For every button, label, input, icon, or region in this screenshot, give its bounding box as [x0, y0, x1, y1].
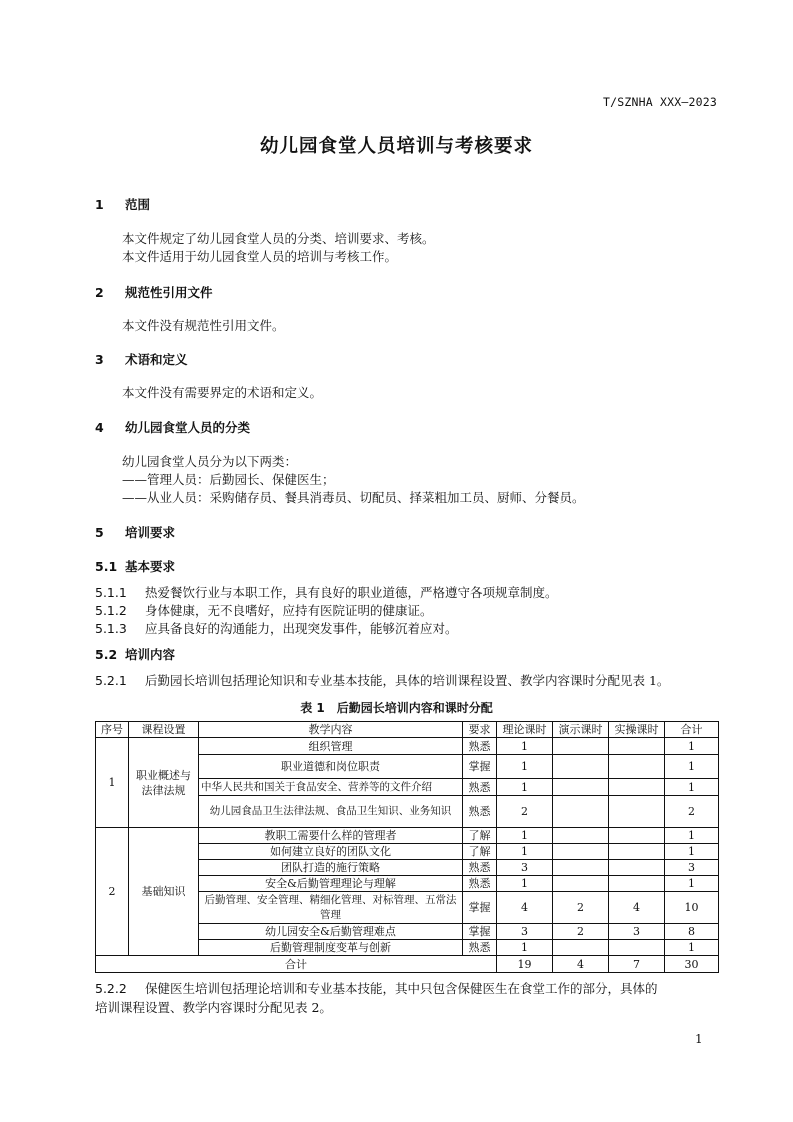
col-header-requirement: 要求	[463, 722, 497, 738]
training-hours-table	[95, 721, 719, 973]
demo-cell	[553, 860, 609, 876]
theory-cell: 1	[497, 828, 553, 844]
paragraph: 幼儿园食堂人员分为以下两类：	[122, 454, 298, 469]
theory-cell: 1	[497, 876, 553, 892]
section-4-heading	[95, 418, 250, 436]
section-2-heading	[95, 283, 213, 301]
theory-total-cell: 19	[497, 956, 553, 973]
clause-number: 5.1.2	[95, 603, 127, 618]
practice-cell	[609, 779, 665, 796]
clause-text: 热爱餐饮行业与本职工作，具有良好的职业道德，严格遵守各项规章制度。	[145, 585, 558, 600]
total-label-cell: 合计	[96, 956, 497, 973]
clause-text: 后勤园长培训包括理论知识和专业基本技能，具体的培训课程设置、教学内容课时分配见表 1。	[145, 673, 670, 688]
practice-total-cell: 7	[609, 956, 665, 973]
content-cell: 如何建立良好的团队文化	[199, 844, 463, 860]
total-cell: 10	[665, 892, 719, 924]
theory-cell: 1	[497, 940, 553, 956]
requirement-cell: 熟悉	[463, 876, 497, 892]
requirement-cell: 了解	[463, 828, 497, 844]
content-cell: 组织管理	[199, 738, 463, 755]
total-cell: 1	[665, 876, 719, 892]
section-number: 3	[95, 352, 104, 367]
theory-cell: 2	[497, 796, 553, 828]
section-1-heading	[95, 195, 150, 213]
total-cell: 8	[665, 924, 719, 940]
demo-total-cell: 4	[553, 956, 609, 973]
clause-text: 应具备良好的沟通能力，出现突发事件，能够沉着应对。	[145, 621, 458, 636]
clause-5-1-1	[95, 583, 558, 601]
requirement-cell: 掌握	[463, 924, 497, 940]
clause-number: 5.1.1	[95, 585, 127, 600]
theory-cell: 1	[497, 779, 553, 796]
practice-cell	[609, 755, 665, 779]
section-number: 2	[95, 285, 104, 300]
col-header-seq: 序号	[96, 722, 129, 738]
requirement-cell: 熟悉	[463, 940, 497, 956]
document-title: 幼儿园食堂人员培训与考核要求	[259, 136, 533, 157]
requirement-cell: 了解	[463, 844, 497, 860]
total-cell: 1	[665, 738, 719, 755]
total-cell: 1	[665, 755, 719, 779]
content-cell: 教职工需要什么样的管理者	[199, 828, 463, 844]
clause-continuation: 培训课程设置、教学内容课时分配见表 2。	[95, 1000, 332, 1015]
demo-cell	[553, 940, 609, 956]
practice-cell	[609, 828, 665, 844]
requirement-cell: 熟悉	[463, 738, 497, 755]
practice-cell	[609, 844, 665, 860]
content-cell: 幼儿园食品卫生法律法规、食品卫生知识、业务知识	[199, 796, 463, 828]
col-header-total: 合计	[665, 722, 719, 738]
seq-cell: 2	[96, 828, 129, 956]
requirement-cell: 熟悉	[463, 796, 497, 828]
clause-number: 5.1.3	[95, 621, 127, 636]
table-row	[96, 828, 719, 844]
clause-5-1-3	[95, 619, 458, 637]
demo-cell	[553, 738, 609, 755]
paragraph: 本文件没有规范性引用文件。	[122, 318, 285, 333]
col-header-theory: 理论课时	[497, 722, 553, 738]
table-row	[96, 738, 719, 755]
practice-cell	[609, 876, 665, 892]
content-cell: 中华人民共和国关于食品安全、营养等的文件介绍	[199, 779, 463, 796]
col-header-course: 课程设置	[129, 722, 199, 738]
clause-number: 5.2.1	[95, 673, 127, 688]
practice-cell	[609, 860, 665, 876]
theory-cell: 4	[497, 892, 553, 924]
content-cell: 幼儿园安全&后勤管理难点	[199, 924, 463, 940]
section-title: 范围	[125, 197, 151, 212]
clause-text: 身体健康，无不良嗜好，应持有医院证明的健康证。	[145, 603, 433, 618]
page-number: 1	[695, 1032, 703, 1046]
content-cell: 后勤管理制度变革与创新	[199, 940, 463, 956]
theory-cell: 1	[497, 738, 553, 755]
section-title: 培训内容	[125, 647, 176, 662]
section-number: 5	[95, 525, 104, 540]
course-cell: 职业概述与法律法规	[129, 738, 199, 828]
content-cell: 后勤管理、安全管理、精细化管理、对标管理、五常法管理	[199, 892, 463, 924]
total-cell: 1	[665, 844, 719, 860]
demo-cell: 2	[553, 924, 609, 940]
table-header-row	[96, 722, 719, 738]
list-item: ——管理人员：后勤园长、保健医生；	[122, 472, 335, 487]
section-title: 术语和定义	[125, 352, 188, 367]
section-number: 4	[95, 420, 104, 435]
standard-code: T/SZNHA XXX—2023	[603, 95, 717, 109]
practice-cell	[609, 738, 665, 755]
section-3-heading	[95, 350, 188, 368]
requirement-cell: 熟悉	[463, 860, 497, 876]
requirement-cell: 掌握	[463, 755, 497, 779]
clause-5-1-2	[95, 601, 433, 619]
theory-cell: 3	[497, 924, 553, 940]
subsection-5-1-heading	[95, 557, 175, 575]
table-total-row	[96, 956, 719, 973]
demo-cell	[553, 755, 609, 779]
theory-cell: 1	[497, 844, 553, 860]
content-cell: 安全&后勤管理理论与理解	[199, 876, 463, 892]
total-cell: 1	[665, 779, 719, 796]
paragraph: 本文件规定了幼儿园食堂人员的分类、培训要求、考核。	[122, 231, 435, 246]
section-title: 规范性引用文件	[125, 285, 213, 300]
practice-cell: 3	[609, 924, 665, 940]
clause-text: 保健医生培训包括理论培训和专业基本技能，其中只包含保健医生在食堂工作的部分，具体的	[145, 981, 658, 996]
demo-cell	[553, 779, 609, 796]
section-number: 5.1	[95, 559, 118, 574]
clause-number: 5.2.2	[95, 981, 127, 996]
col-header-content: 教学内容	[199, 722, 463, 738]
content-cell: 职业道德和岗位职责	[199, 755, 463, 779]
practice-cell	[609, 796, 665, 828]
theory-cell: 3	[497, 860, 553, 876]
course-cell: 基础知识	[129, 828, 199, 956]
subsection-5-2-heading	[95, 645, 175, 663]
total-cell: 1	[665, 940, 719, 956]
demo-cell	[553, 844, 609, 860]
practice-cell	[609, 940, 665, 956]
section-number: 5.2	[95, 647, 118, 662]
total-cell: 3	[665, 860, 719, 876]
content-cell: 团队打造的施行策略	[199, 860, 463, 876]
demo-cell: 2	[553, 892, 609, 924]
requirement-cell: 熟悉	[463, 779, 497, 796]
theory-cell: 1	[497, 755, 553, 779]
col-header-demo: 演示课时	[553, 722, 609, 738]
total-cell: 2	[665, 796, 719, 828]
total-cell: 1	[665, 828, 719, 844]
clause-5-2-2	[95, 979, 658, 997]
demo-cell	[553, 828, 609, 844]
section-number: 1	[95, 197, 104, 212]
section-5-heading	[95, 523, 175, 541]
col-header-practice: 实操课时	[609, 722, 665, 738]
requirement-cell: 掌握	[463, 892, 497, 924]
grand-total-cell: 30	[665, 956, 719, 973]
paragraph: 本文件没有需要界定的术语和定义。	[122, 385, 323, 400]
practice-cell: 4	[609, 892, 665, 924]
demo-cell	[553, 796, 609, 828]
section-title: 基本要求	[125, 559, 176, 574]
clause-5-2-1	[95, 671, 669, 689]
table-caption: 表 1 后勤园长培训内容和课时分配	[300, 701, 493, 715]
paragraph: 本文件适用于幼儿园食堂人员的培训与考核工作。	[122, 249, 398, 264]
demo-cell	[553, 876, 609, 892]
section-title: 幼儿园食堂人员的分类	[125, 420, 251, 435]
seq-cell: 1	[96, 738, 129, 828]
list-item: ——从业人员：采购储存员、餐具消毒员、切配员、择菜粗加工员、厨师、分餐员。	[122, 490, 585, 505]
section-title: 培训要求	[125, 525, 176, 540]
